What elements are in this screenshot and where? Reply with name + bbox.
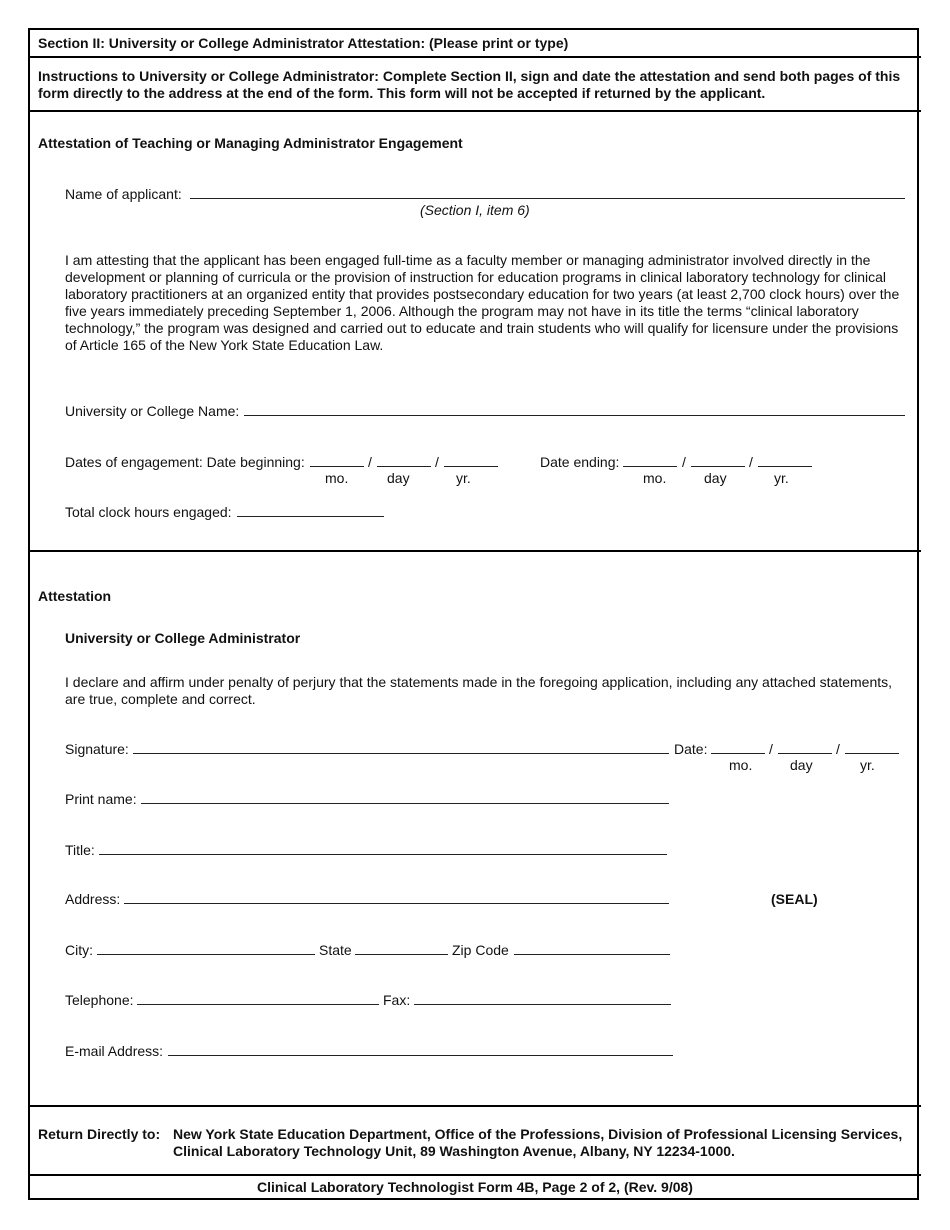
- signature-field[interactable]: [133, 741, 669, 754]
- begin-mo-caption: mo.: [325, 470, 349, 486]
- engagement-heading: Attestation of Teaching or Managing Administrator Engagement: [38, 135, 463, 151]
- fax-field[interactable]: [414, 992, 671, 1005]
- city-label: City:: [65, 942, 93, 958]
- begin-day-field[interactable]: [377, 454, 431, 467]
- begin-month-field[interactable]: [310, 454, 364, 467]
- total-hours-field[interactable]: [237, 504, 384, 517]
- college-name-label: University or College Name:: [65, 403, 240, 419]
- divider-4: [28, 1105, 921, 1107]
- declaration: I declare and affirm under penalty of perjury that the statements made in the foregoing application, including any attached statements, are true, complete and correct.: [65, 674, 893, 707]
- fax-label: Fax:: [383, 992, 411, 1008]
- sign-year-field[interactable]: [845, 741, 899, 754]
- address-field[interactable]: [124, 891, 669, 904]
- begin-slash-1: /: [368, 454, 372, 470]
- email-label: E-mail Address:: [65, 1043, 164, 1059]
- begin-year-field[interactable]: [444, 454, 498, 467]
- end-year-field[interactable]: [758, 454, 812, 467]
- begin-day-caption: day: [387, 470, 410, 486]
- zip-label: Zip Code: [452, 942, 509, 958]
- return-label: Return Directly to:: [38, 1126, 161, 1142]
- begin-slash-2: /: [435, 454, 439, 470]
- name-of-applicant-label: Name of applicant:: [65, 186, 182, 202]
- college-name-field[interactable]: [244, 403, 905, 416]
- divider-1: [28, 56, 921, 58]
- end-slash-1: /: [682, 454, 686, 470]
- divider-3: [28, 550, 921, 552]
- attestation-heading: Attestation: [38, 588, 112, 604]
- section-title: Section II: University or College Administrator Attestation: (Please print or type): [38, 35, 569, 51]
- sign-yr-caption: yr.: [860, 757, 875, 773]
- zip-field[interactable]: [514, 942, 670, 955]
- attesting-statement: I am attesting that the applicant has been engaged full-time as a faculty member or managing administrator involved directly in the development or planning of curricula or the provision of instruction for education programs in clinical laboratory technology for clinical laboratory practitioners at an organized entity that provides postsecondary education for two years (at least 2,700 clock hours) over the five years immediately preceding September 1, 2006. Although the program may not have in its title the terms “clinical laboratory technology,” the program was designed and carried out to educate and train students who will qualify for licensure under the provisions of Article 165 of the New York State Education Law.: [65, 252, 900, 353]
- end-day-field[interactable]: [691, 454, 745, 467]
- administrator-subheading: University or College Administrator: [65, 630, 301, 646]
- name-of-applicant-field[interactable]: [190, 186, 905, 199]
- end-day-caption: day: [704, 470, 727, 486]
- sign-slash-2: /: [836, 741, 840, 757]
- divider-5: [28, 1174, 921, 1176]
- begin-yr-caption: yr.: [456, 470, 471, 486]
- sign-day-caption: day: [790, 757, 813, 773]
- telephone-label: Telephone:: [65, 992, 134, 1008]
- sign-slash-1: /: [769, 741, 773, 757]
- end-month-field[interactable]: [623, 454, 677, 467]
- instructions: Instructions to University or College Administrator: Complete Section II, sign and date the attestation and send both pages of this form directly to the address at the end of the form. This form will not be accepted if returned by the applicant.: [38, 68, 901, 101]
- date-ending-label: Date ending:: [540, 454, 620, 470]
- title-field[interactable]: [99, 842, 667, 855]
- seal-label: (SEAL): [771, 891, 818, 907]
- form-identifier: Clinical Laboratory Technologist Form 4B, Page 2 of 2, (Rev. 9/08): [257, 1179, 693, 1195]
- title-label: Title:: [65, 842, 95, 858]
- telephone-field[interactable]: [137, 992, 379, 1005]
- divider-2: [28, 110, 921, 112]
- date-label: Date:: [674, 741, 708, 757]
- state-field[interactable]: [355, 942, 448, 955]
- dates-beginning-label: Dates of engagement: Date beginning:: [65, 454, 305, 470]
- sign-month-field[interactable]: [711, 741, 765, 754]
- return-address: New York State Education Department, Office of the Professions, Division of Professional Licensing Services, Clinical Laboratory Technology Unit, 89 Washington Avenue, Albany, NY 12234-1000.: [173, 1126, 903, 1159]
- address-label: Address:: [65, 891, 121, 907]
- city-field[interactable]: [97, 942, 315, 955]
- end-slash-2: /: [749, 454, 753, 470]
- email-field[interactable]: [168, 1043, 673, 1056]
- total-hours-label: Total clock hours engaged:: [65, 504, 232, 520]
- sign-day-field[interactable]: [778, 741, 832, 754]
- print-name-field[interactable]: [141, 791, 669, 804]
- end-mo-caption: mo.: [643, 470, 667, 486]
- signature-label: Signature:: [65, 741, 129, 757]
- print-name-label: Print name:: [65, 791, 137, 807]
- end-yr-caption: yr.: [774, 470, 789, 486]
- sign-mo-caption: mo.: [729, 757, 753, 773]
- name-note: (Section I, item 6): [420, 202, 530, 218]
- state-label: State: [319, 942, 352, 958]
